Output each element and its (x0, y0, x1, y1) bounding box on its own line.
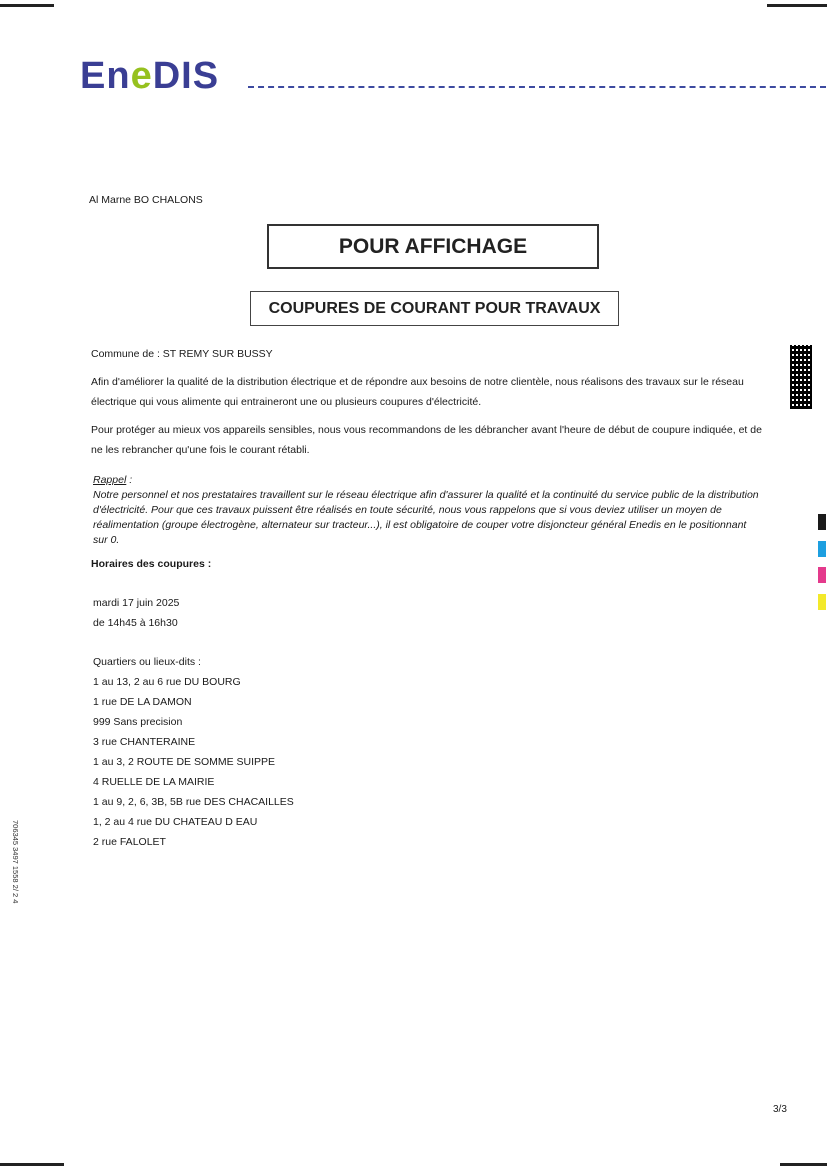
crop-mark (0, 1163, 64, 1166)
color-swatch-yellow (818, 594, 826, 610)
list-item: 1 au 9, 2, 6, 3B, 5B rue DES CHACAILLES (93, 796, 294, 808)
crop-mark (0, 4, 54, 7)
advice-paragraph: Pour protéger au mieux vos appareils sensibles, nous vous recommandons de les débrancher avant l'heure de début de coupure indiquée, et de ne les rebrancher qu'une fois le courant rétabli. (91, 424, 762, 456)
page-subtitle (250, 291, 619, 326)
intro-paragraph: Afin d'améliorer la qualité de la distribution électrique et de répondre aux besoins de notre clientèle, nous réalisons des travaux sur le réseau électrique qui vous alimente qui entraineront une ou plusieurs coupures d'électricité. (91, 376, 744, 408)
color-swatch-black (818, 514, 826, 530)
color-swatch-cyan (818, 541, 826, 557)
schedule-time: de 14h45 à 16h30 (93, 617, 178, 629)
quartiers-list (93, 672, 294, 852)
page-number: 3/3 (773, 1104, 787, 1115)
list-item: 1, 2 au 4 rue DU CHATEAU D EAU (93, 816, 258, 828)
schedule-heading: Horaires des coupures : (91, 558, 212, 570)
page-title (267, 224, 599, 269)
rappel-heading (93, 473, 761, 488)
logo-text-accent: e (130, 55, 153, 97)
rappel-suffix: : (126, 474, 133, 486)
side-print-code: 706345 3497 1558 2/ 2 4 (11, 820, 20, 904)
list-item: 999 Sans precision (93, 716, 183, 728)
list-item: 1 au 13, 2 au 6 rue DU BOURG (93, 676, 241, 688)
list-item: 2 rue FALOLET (93, 836, 166, 848)
list-item: 1 au 3, 2 ROUTE DE SOMME SUIPPE (93, 756, 276, 768)
agency-name: Al Marne BO CHALONS (89, 194, 203, 206)
logo-text-2: DIS (152, 55, 220, 97)
logo-text-1: En (80, 55, 131, 97)
page-title-text: POUR AFFICHAGE (338, 234, 528, 258)
datamatrix-code (790, 345, 812, 409)
list-item: 3 rue CHANTERAINE (93, 736, 196, 748)
rappel-block (93, 473, 761, 548)
rappel-label: Rappel (93, 474, 127, 486)
enedis-logo (80, 56, 219, 96)
list-item: 4 RUELLE DE LA MAIRIE (93, 776, 215, 788)
crop-mark (780, 1163, 827, 1166)
schedule-date: mardi 17 juin 2025 (93, 597, 180, 609)
header-divider (248, 86, 826, 88)
color-swatch-magenta (818, 567, 826, 583)
commune-line: Commune de : ST REMY SUR BUSSY (91, 348, 273, 360)
crop-mark (767, 4, 827, 7)
list-item: 1 rue DE LA DAMON (93, 696, 192, 708)
rappel-text: Notre personnel et nos prestataires travaillent sur le réseau électrique afin d'assurer la qualité et la continuité du service public de la distribution d'électricité. Pour que ces travaux puissent être réalisés en toute sécurité, nous vous rappelons que si vous deviez utiliser un moyen de réalimentation (groupe électrogène, alternateur sur tracteur...), il est obligatoire de couper votre disjoncteur général Enedis en le positionnant sur 0. (93, 489, 759, 546)
quartiers-heading: Quartiers ou lieux-dits : (93, 656, 201, 668)
page-subtitle-text: COUPURES DE COURANT POUR TRAVAUX (268, 299, 601, 317)
